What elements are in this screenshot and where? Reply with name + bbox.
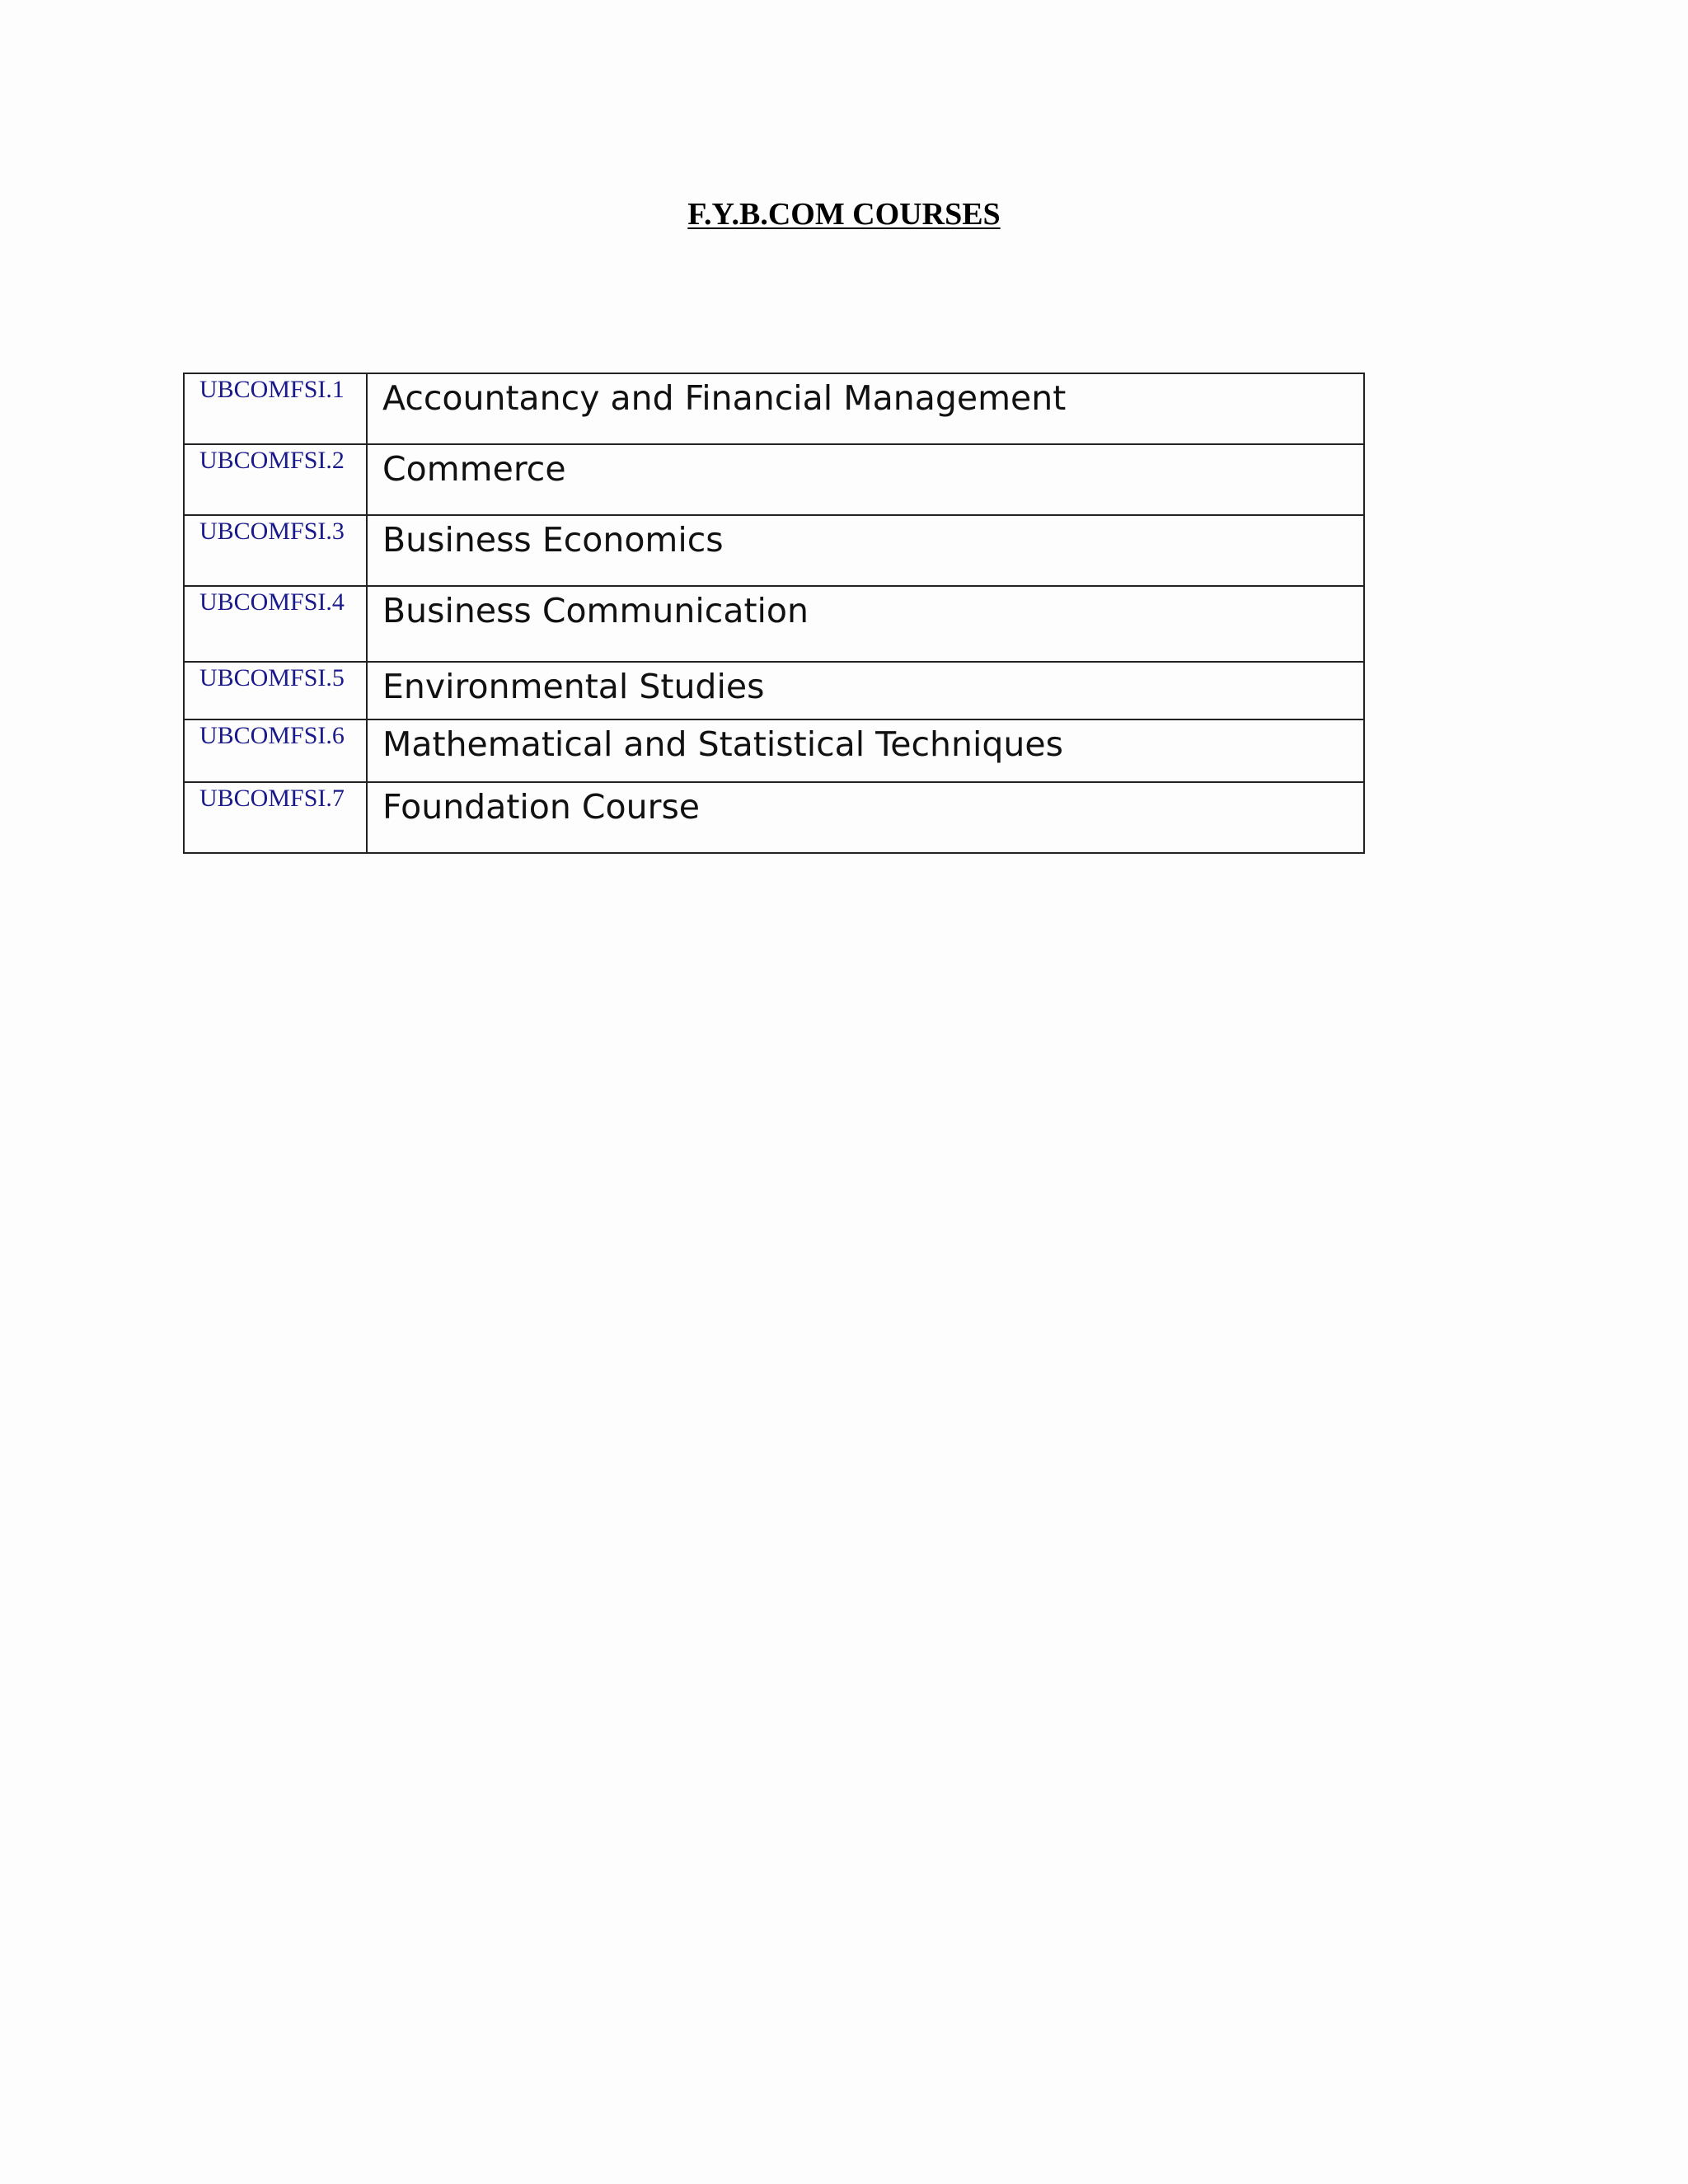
table-row	[184, 515, 1364, 586]
course-code: UBCOMFSI.1	[184, 373, 367, 444]
page-title: F.Y.B.COM COURSES	[687, 197, 1001, 232]
course-code: UBCOMFSI.6	[184, 719, 367, 782]
course-name: Commerce	[367, 444, 1364, 515]
course-code: UBCOMFSI.5	[184, 662, 367, 719]
course-name: Business Economics	[367, 515, 1364, 586]
table-row	[184, 662, 1364, 719]
course-name: Business Communication	[367, 586, 1364, 662]
course-table	[183, 373, 1365, 854]
course-name: Environmental Studies	[367, 662, 1364, 719]
table-row	[184, 373, 1364, 444]
course-name: Mathematical and Statistical Techniques	[367, 719, 1364, 782]
table-row	[184, 719, 1364, 782]
course-code: UBCOMFSI.3	[184, 515, 367, 586]
course-name: Foundation Course	[367, 782, 1364, 853]
course-code: UBCOMFSI.2	[184, 444, 367, 515]
course-code: UBCOMFSI.4	[184, 586, 367, 662]
table-row	[184, 782, 1364, 853]
course-code: UBCOMFSI.7	[184, 782, 367, 853]
table-row	[184, 586, 1364, 662]
course-name: Accountancy and Financial Management	[367, 373, 1364, 444]
table-row	[184, 444, 1364, 515]
